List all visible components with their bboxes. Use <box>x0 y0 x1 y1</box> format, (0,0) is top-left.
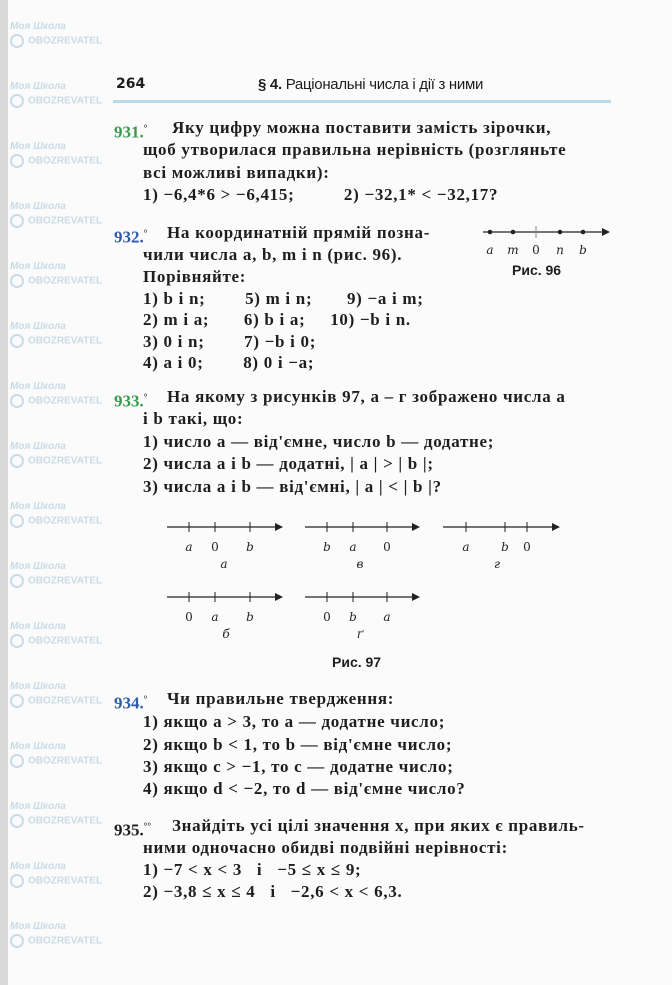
watermark-school: Моя Школа <box>10 561 66 572</box>
watermark-school: Моя Школа <box>10 321 66 332</box>
watermark-school: Моя Школа <box>10 621 66 632</box>
fig96-point <box>511 230 516 235</box>
fig97-label: 0 <box>185 610 193 624</box>
fig96-point <box>581 230 586 235</box>
fig97-label: b <box>246 540 254 554</box>
watermark-brand: OBOZREVATEL <box>28 635 103 647</box>
fig97-panel-name: в <box>356 557 364 571</box>
watermark-school: Моя Школа <box>10 801 66 812</box>
problem-line: 2) −3,8 ≤ x ≤ 4 і −2,6 < x < 6,3. <box>143 882 403 901</box>
watermark-brand: OBOZREVATEL <box>28 695 103 707</box>
watermark-brand: OBOZREVATEL <box>28 395 103 407</box>
problem-number-text: 931. <box>114 122 144 142</box>
watermark-brand: OBOZREVATEL <box>28 155 103 167</box>
problem-line: Порівняйте: <box>143 267 247 286</box>
watermark-brand: OBOZREVATEL <box>28 575 103 587</box>
fig97-label: a <box>211 610 219 624</box>
fig96-label: 0 <box>532 243 540 257</box>
problem-line: 1) число a — від'ємне, число b — додатне; <box>143 432 495 451</box>
watermark-school: Моя Школа <box>10 381 66 392</box>
problem-line: 4) якщо d < −2, то d — від'ємне число? <box>143 779 466 798</box>
fig96-label: a <box>486 243 494 257</box>
watermark-brand: OBOZREVATEL <box>28 815 103 827</box>
watermark-brand: OBOZREVATEL <box>28 755 103 767</box>
problem-number-text: 933. <box>114 391 144 411</box>
fig96-label: b <box>579 243 587 257</box>
fig97-label: a <box>383 610 391 624</box>
watermark-school: Моя Школа <box>10 861 66 872</box>
problem-line: щоб утворилася правильна нерівність (розгляньте <box>143 140 567 159</box>
problem-number-text: 932. <box>114 227 144 247</box>
watermark-school: Моя Школа <box>10 681 66 692</box>
fig97-label: 0 <box>383 540 391 554</box>
problem-line: 3) якщо c > −1, то c — додатне число; <box>143 757 454 776</box>
watermark-school: Моя Школа <box>10 261 66 272</box>
problem-line: 1) b і n; 5) m і n; 9) −a і m; <box>143 289 424 308</box>
watermark-brand: OBOZREVATEL <box>28 95 103 107</box>
watermark-school: Моя Школа <box>10 741 66 752</box>
watermark-school: Моя Школа <box>10 441 66 452</box>
watermark-brand: OBOZREVATEL <box>28 875 103 887</box>
fig97-label: b <box>323 540 331 554</box>
fig97-caption: Рис. 97 <box>332 654 382 670</box>
difficulty-mark: ° <box>143 694 148 704</box>
fig96-point <box>488 230 493 235</box>
fig96-label: n <box>556 243 564 257</box>
problem-line: Знайдіть усі цілі значення x, при яких є правиль- <box>172 816 585 835</box>
problem-line: 1) −7 < x < 3 і −5 ≤ x ≤ 9; <box>143 860 362 879</box>
fig97-panel-name: г <box>493 557 501 571</box>
fig97-panel-name: а <box>220 557 228 571</box>
problem-line: 2) якщо b < 1, то b — від'ємне число; <box>143 735 453 754</box>
fig97-panel-arrow-icon <box>275 593 283 601</box>
problem-line: На якому з рисунків 97, а – г зображено числа a <box>167 387 566 406</box>
difficulty-mark: ° <box>143 228 148 238</box>
fig97-label: b <box>246 610 254 624</box>
fig97-label: 0 <box>211 540 219 554</box>
fig96-caption: Рис. 96 <box>512 262 562 278</box>
fig97-panel-name: б <box>222 627 230 641</box>
problem-line: чили числа a, b, m і n (рис. 96). <box>143 245 403 264</box>
fig96-point <box>558 230 563 235</box>
section-number: § 4. <box>258 76 282 93</box>
watermark-school: Моя Школа <box>10 201 66 212</box>
watermark-brand: OBOZREVATEL <box>28 35 103 47</box>
difficulty-mark: ° <box>143 123 148 133</box>
watermark-brand: OBOZREVATEL <box>28 335 103 347</box>
problem-line: 2) m і a; 6) b і a; 10) −b і n. <box>143 310 411 329</box>
page-number: 264 <box>116 76 146 92</box>
problem-line: і b такі, що: <box>143 409 244 428</box>
fig97-label: a <box>462 540 470 554</box>
section-title: Раціональні числа і дії з ними <box>285 76 484 93</box>
fig97-label: a <box>185 540 193 554</box>
problem-number-text: 934. <box>114 693 144 713</box>
fig97-panel-arrow-icon <box>412 593 420 601</box>
problem-line: 4) a і 0; 8) 0 і −a; <box>143 353 315 372</box>
fig97-label: 0 <box>323 610 331 624</box>
fig97-panel-arrow-icon <box>275 523 283 531</box>
problem-line: всі можливі випадки): <box>143 163 330 182</box>
watermark-school: Моя Школа <box>10 141 66 152</box>
fig97-label: 0 <box>523 540 531 554</box>
watermark-brand: OBOZREVATEL <box>28 215 103 227</box>
problem-line: 1) якщо a > 3, то a — додатне число; <box>143 712 446 731</box>
difficulty-mark: °° <box>143 821 151 831</box>
watermark-brand: OBOZREVATEL <box>28 455 103 467</box>
fig96-arrow-icon <box>602 228 610 236</box>
problem-number-text: 935. <box>114 820 144 840</box>
watermark-school: Моя Школа <box>10 501 66 512</box>
watermark-school: Моя Школа <box>10 81 66 92</box>
watermark-brand: OBOZREVATEL <box>28 935 103 947</box>
fig97-panel-arrow-icon <box>552 523 560 531</box>
problem-line: ними одночасно обидві подвійні нерівності: <box>143 838 508 857</box>
difficulty-mark: ° <box>143 392 148 402</box>
problem-line: Яку цифру можна поставити замість зірочки, <box>172 118 552 137</box>
watermark-brand: OBOZREVATEL <box>28 275 103 287</box>
fig97-label: b <box>349 610 357 624</box>
problem-line: 3) 0 і n; 7) −b і 0; <box>143 332 317 351</box>
problem-line: На координатній прямій позна- <box>167 223 431 242</box>
problem-line: Чи правильне твердження: <box>167 689 395 708</box>
watermark-school: Моя Школа <box>10 21 66 32</box>
problem-line: 2) числа a і b — додатні, | a | > | b |; <box>143 454 434 473</box>
fig97-label: b <box>501 540 509 554</box>
fig97-label: a <box>349 540 357 554</box>
fig97-panel-name: ґ <box>356 627 364 641</box>
watermark-school: Моя Школа <box>10 921 66 932</box>
problem-line: 1) −6,4*6 > −6,415; 2) −32,1* < −32,17? <box>143 185 499 204</box>
fig97-panel-arrow-icon <box>412 523 420 531</box>
problem-line: 3) числа a і b — від'ємні, | a | < | b |? <box>143 477 442 496</box>
watermark-brand: OBOZREVATEL <box>28 515 103 527</box>
fig96-label: m <box>507 243 519 257</box>
